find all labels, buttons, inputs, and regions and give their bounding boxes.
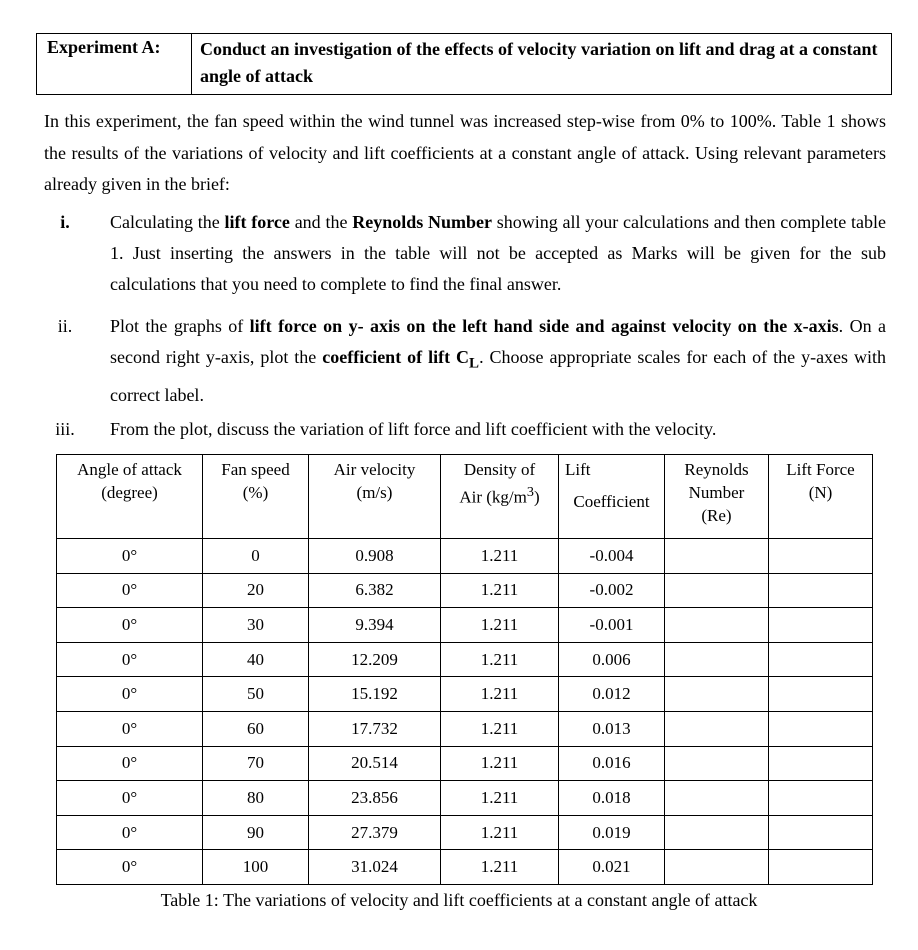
cell-density: 1.211	[441, 815, 559, 850]
header-lift-coefficient: Lift Coefficient	[559, 455, 665, 539]
cell-fan: 40	[203, 642, 309, 677]
cell-velocity: 9.394	[309, 608, 441, 643]
table-row	[57, 608, 873, 643]
cell-angle: 0°	[57, 608, 203, 643]
cell-velocity: 0.908	[309, 539, 441, 574]
results-table	[56, 454, 873, 885]
table-row	[57, 642, 873, 677]
cell-fan: 70	[203, 746, 309, 781]
cell-lift-force	[769, 677, 873, 712]
cell-velocity: 31.024	[309, 850, 441, 885]
cell-velocity: 17.732	[309, 711, 441, 746]
cell-lift-coefficient: -0.001	[559, 608, 665, 643]
cell-lift-coefficient: 0.012	[559, 677, 665, 712]
task-text: Plot the graphs of lift force on y- axis on the left hand side and against velocity on the x-axis. On a second right y-axis, plot the coefficient of lift $C_L$. Choose appropriate scales for each of the y-axes with correct label.	[110, 316, 887, 405]
cell-reynolds	[665, 608, 769, 643]
cell-fan: 50	[203, 677, 309, 712]
cell-lift-coefficient: -0.002	[559, 573, 665, 608]
cell-lift-coefficient: -0.004	[559, 539, 665, 574]
cell-reynolds	[665, 573, 769, 608]
cell-lift-coefficient: 0.018	[559, 781, 665, 816]
header-air-velocity: Air velocity (m/s)	[309, 455, 441, 539]
cell-density: 1.211	[441, 608, 559, 643]
cell-density: 1.211	[441, 539, 559, 574]
cell-lift-force	[769, 608, 873, 643]
cell-density: 1.211	[441, 850, 559, 885]
task-text: Calculating the lift force and the Reynolds Number showing all your calculations and then complete table 1. Just inserting the answers in the table will not be accepted as Marks will be given for the sub calculations that you need to complete to find the final answer.	[110, 212, 887, 294]
table-row	[57, 850, 873, 885]
header-lift-force: Lift Force (N)	[769, 455, 873, 539]
cell-fan: 80	[203, 781, 309, 816]
task-item-iii	[44, 414, 886, 445]
cell-reynolds	[665, 815, 769, 850]
table-row	[57, 573, 873, 608]
header-density: Density of Air $(kg/m^3)$	[441, 455, 559, 539]
task-number: i.	[60, 212, 70, 232]
cell-fan: 20	[203, 573, 309, 608]
task-item-i	[44, 207, 886, 300]
table-row	[57, 746, 873, 781]
cell-lift-coefficient: 0.013	[559, 711, 665, 746]
table-caption: Table 1: The variations of velocity and lift coefficients at a constant angle of attack	[160, 890, 758, 910]
cell-reynolds	[665, 711, 769, 746]
cell-density: 1.211	[441, 677, 559, 712]
table-row	[57, 711, 873, 746]
task-number: ii.	[57, 316, 73, 336]
cell-angle: 0°	[57, 573, 203, 608]
table-row	[57, 815, 873, 850]
intro-paragraph: In this experiment, the fan speed within the wind tunnel was increased step-wise from 0% to 100%. Table 1 shows the results of the variations of velocity and lift coefficients at a constant angle of attack. Using relevant parameters already given in the brief:	[44, 111, 886, 194]
cell-velocity: 15.192	[309, 677, 441, 712]
cell-reynolds	[665, 539, 769, 574]
cell-fan: 90	[203, 815, 309, 850]
cell-lift-force	[769, 815, 873, 850]
table-header-row	[57, 455, 873, 539]
cell-velocity: 20.514	[309, 746, 441, 781]
experiment-label: Experiment A:	[37, 34, 192, 94]
cell-density: 1.211	[441, 642, 559, 677]
cell-angle: 0°	[57, 711, 203, 746]
cell-angle: 0°	[57, 815, 203, 850]
experiment-header	[36, 33, 892, 95]
header-fan-speed: Fan speed (%)	[203, 455, 309, 539]
cell-lift-coefficient: 0.016	[559, 746, 665, 781]
cell-fan: 30	[203, 608, 309, 643]
cell-angle: 0°	[57, 850, 203, 885]
cell-density: 1.211	[441, 781, 559, 816]
cell-fan: 60	[203, 711, 309, 746]
task-text: From the plot, discuss the variation of lift force and lift coefficient with the velocity.	[110, 419, 717, 439]
cell-reynolds	[665, 781, 769, 816]
cell-lift-coefficient: 0.021	[559, 850, 665, 885]
table-row	[57, 781, 873, 816]
cell-reynolds	[665, 642, 769, 677]
cell-density: 1.211	[441, 746, 559, 781]
cell-density: 1.211	[441, 711, 559, 746]
cell-reynolds	[665, 677, 769, 712]
table-row	[57, 677, 873, 712]
cell-lift-force	[769, 850, 873, 885]
header-angle: Angle of attack (degree)	[57, 455, 203, 539]
cell-lift-force	[769, 746, 873, 781]
task-number: iii.	[55, 419, 75, 439]
cell-lift-force	[769, 539, 873, 574]
cell-reynolds	[665, 850, 769, 885]
cell-angle: 0°	[57, 539, 203, 574]
cell-velocity: 12.209	[309, 642, 441, 677]
cell-velocity: 27.379	[309, 815, 441, 850]
cell-density: 1.211	[441, 573, 559, 608]
cell-lift-force	[769, 573, 873, 608]
cell-velocity: 6.382	[309, 573, 441, 608]
cell-angle: 0°	[57, 642, 203, 677]
cell-fan: 100	[203, 850, 309, 885]
cell-lift-force	[769, 642, 873, 677]
table-row	[57, 539, 873, 574]
cell-lift-force	[769, 781, 873, 816]
cell-angle: 0°	[57, 781, 203, 816]
cell-angle: 0°	[57, 677, 203, 712]
task-item-ii	[44, 311, 886, 411]
cell-reynolds	[665, 746, 769, 781]
experiment-title: Conduct an investigation of the effects of velocity variation on lift and drag at a constant angle of attack	[200, 39, 878, 86]
cell-lift-coefficient: 0.019	[559, 815, 665, 850]
cell-fan: 0	[203, 539, 309, 574]
header-reynolds: Reynolds Number (Re)	[665, 455, 769, 539]
cell-lift-coefficient: 0.006	[559, 642, 665, 677]
cell-angle: 0°	[57, 746, 203, 781]
cell-lift-force	[769, 711, 873, 746]
cell-velocity: 23.856	[309, 781, 441, 816]
